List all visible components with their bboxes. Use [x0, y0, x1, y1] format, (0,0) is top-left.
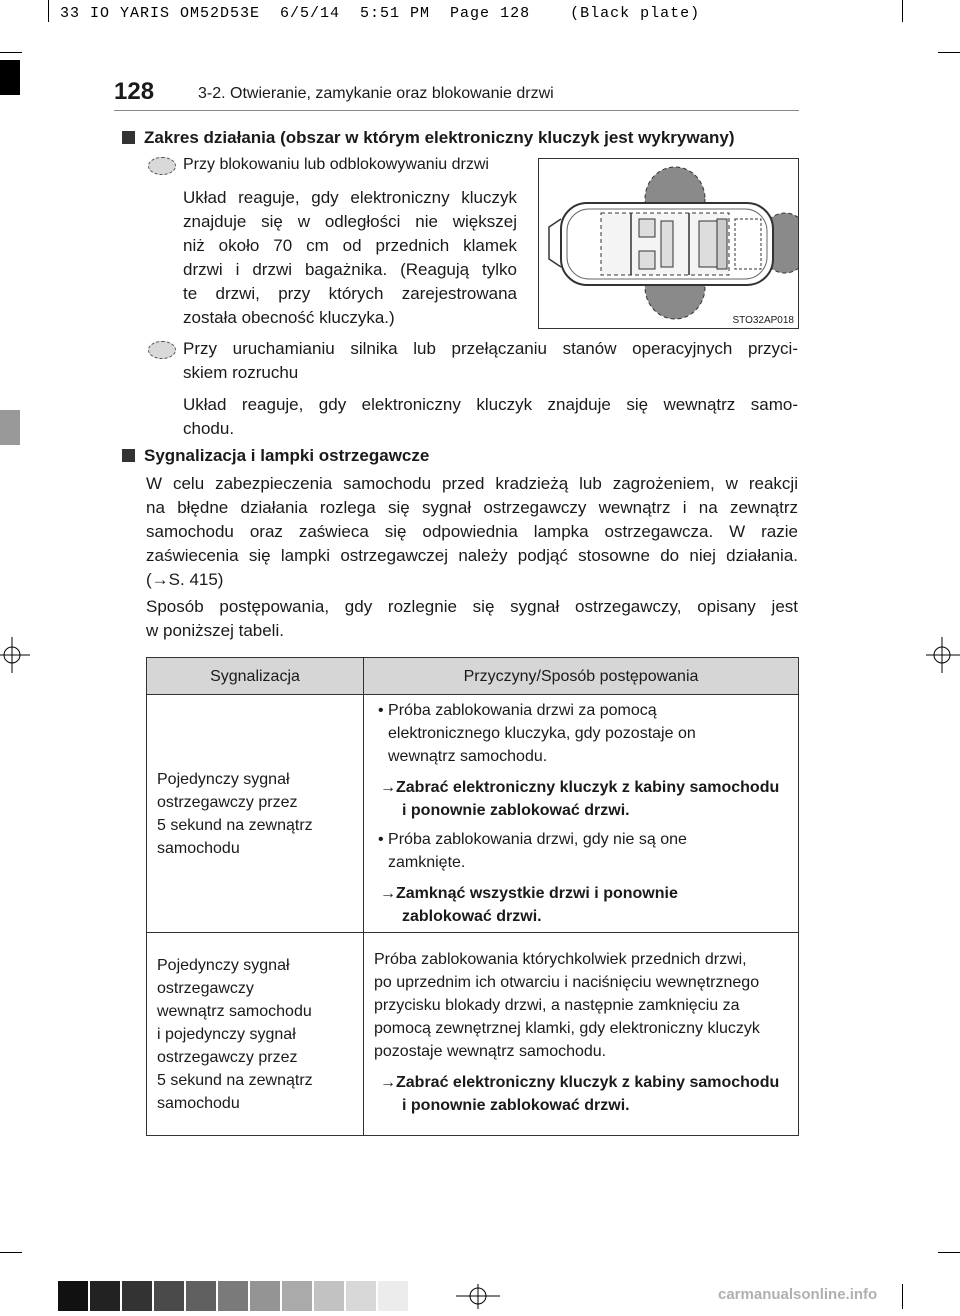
cause-cell — [364, 695, 799, 933]
square-bullet-icon — [122, 449, 135, 462]
text-line: Sposób postępowania, gdy rozlegnie się sygnał ostrzegawczy, opisany jest — [146, 597, 798, 616]
text-line: zaświecenia się lampki ostrzegawczej należy podjąć stosowne do niej działania. — [146, 546, 798, 565]
table-header-causes: Przyczyny/Sposób postępowania — [364, 658, 799, 695]
action-text: →Zamknąć wszystkie drzwi i ponownie zablokować drzwi. — [380, 885, 678, 925]
figure-code: STO32AP018 — [732, 315, 794, 326]
cause-cell — [364, 933, 799, 1136]
alarms-paragraph-1 — [146, 472, 798, 592]
text-line: samochodu oraz zaświeca się odpowiednia lampka ostrzegawcza. W razie — [146, 522, 798, 541]
signal-cell — [147, 695, 364, 933]
text-line: samochodu — [157, 1094, 240, 1112]
chapter-tab — [0, 60, 20, 95]
alarms-heading: Sygnalizacja i lampki ostrzegawcze — [122, 444, 429, 468]
text-line: W celu zabezpieczenia samochodu przed kradzieżą lub zagrożeniem, w reakcji — [146, 474, 798, 493]
print-header: 33 IO YARIS OM52D53E 6/5/14 5:51 PM Page 128 (Black plate) — [60, 5, 701, 22]
section-title: 3-2. Otwieranie, zamykanie oraz blokowanie drzwi — [198, 85, 554, 102]
crop-mark — [938, 1252, 960, 1253]
text-line: ostrzegawczy przez — [157, 1048, 298, 1066]
car-top-view-illustration — [539, 159, 798, 328]
cause-text: Próba zablokowania którychkolwiek przednich drzwi, po uprzednim ich otwarciu i naciśnięciu wewnętrznego przycisku blokady drzwi, a następnie zamknięciu za pomocą zewnętrznej klamki, gdy elektroniczny kluczyk pozostaje wewnątrz samochodu. — [374, 950, 760, 1060]
text-line: Przy uruchamianiu silnika lub przełączaniu stanów operacyjnych przyci- — [183, 339, 798, 358]
crop-mark — [902, 1284, 903, 1309]
text-line: samochodu — [157, 839, 240, 857]
action-text: →Zabrać elektroniczny kluczyk z kabiny samochodu i ponownie zablokować drzwi. — [380, 1073, 780, 1114]
text-line: 5 sekund na zewnątrz — [157, 1071, 313, 1089]
text-line: te drzwi, przy których zarejestrowana — [183, 284, 517, 303]
action-text: →Zabrać elektroniczny kluczyk z kabiny samochodu i ponownie zablokować drzwi. — [380, 779, 780, 819]
alarms-paragraph-2 — [146, 595, 798, 643]
operating-range-heading: Zakres działania (obszar w którym elektroniczny kluczyk jest wykrywany) — [122, 126, 735, 150]
item2-text — [183, 393, 798, 441]
table-row — [147, 933, 799, 1136]
crop-mark — [902, 0, 903, 22]
crop-mark — [48, 0, 49, 22]
text-line: drzwi i drzwi bagażnika. (Reagują tylko — [183, 260, 517, 279]
item1-text — [183, 186, 517, 330]
car-range-figure — [538, 158, 799, 329]
text-line: została obecność kluczyka.) — [183, 308, 395, 327]
range-dashed-oval-icon — [148, 157, 176, 175]
crop-mark — [938, 52, 960, 53]
text-line: znajduje się w odległości nie większej — [183, 212, 517, 231]
square-bullet-icon — [122, 131, 135, 144]
crop-mark — [0, 52, 22, 53]
color-calibration-strip — [58, 1281, 410, 1311]
signal-cell — [147, 933, 364, 1136]
text-line: i pojedynczy sygnał — [157, 1025, 296, 1043]
text-line: ostrzegawczy — [157, 979, 254, 997]
page-number: 128 — [114, 78, 155, 105]
table-row — [147, 695, 799, 933]
chapter-tab — [0, 410, 20, 445]
item1-title: Przy blokowaniu lub odblokowywaniu drzwi — [183, 156, 489, 173]
text-line: na błędne działania rozlega się sygnał ostrzegawczy wewnątrz i na zewnątrz — [146, 498, 798, 517]
text-line: Układ reaguje, gdy elektroniczny kluczyk znajduje się wewnątrz samo- — [183, 395, 798, 414]
watermark: carmanualsonline.info — [718, 1286, 878, 1303]
text-line: wewnątrz samochodu — [157, 1002, 312, 1020]
text-line: niż około 70 cm od przednich klamek — [183, 236, 517, 255]
cause-bullet: • Próba zablokowania drzwi za pomocą elektronicznego kluczyka, gdy pozostaje on wewnątrz samochodu. — [378, 702, 696, 765]
text-line: chodu. — [183, 419, 235, 438]
range-dashed-oval-icon — [148, 341, 176, 359]
text-line: 5 sekund na zewnątrz — [157, 816, 313, 834]
text-line: skiem rozruchu — [183, 363, 299, 382]
text-line: (→S. 415) — [146, 570, 224, 589]
crop-mark — [0, 1252, 22, 1253]
registration-target — [456, 1284, 500, 1309]
text-line: Pojedynczy sygnał — [157, 956, 290, 974]
registration-target — [926, 637, 960, 673]
text-line: Pojedynczy sygnał — [157, 770, 290, 788]
alarm-table — [146, 657, 799, 1136]
table-header-signal: Sygnalizacja — [147, 658, 364, 695]
text-line: Układ reaguje, gdy elektroniczny kluczyk — [183, 188, 517, 207]
header-rule — [114, 110, 799, 111]
text-line: w poniższej tabeli. — [146, 621, 284, 640]
text-line: ostrzegawczy przez — [157, 793, 298, 811]
registration-target — [0, 637, 30, 673]
cause-bullet: • Próba zablokowania drzwi, gdy nie są one zamknięte. — [378, 831, 687, 871]
item2-title — [183, 337, 798, 385]
